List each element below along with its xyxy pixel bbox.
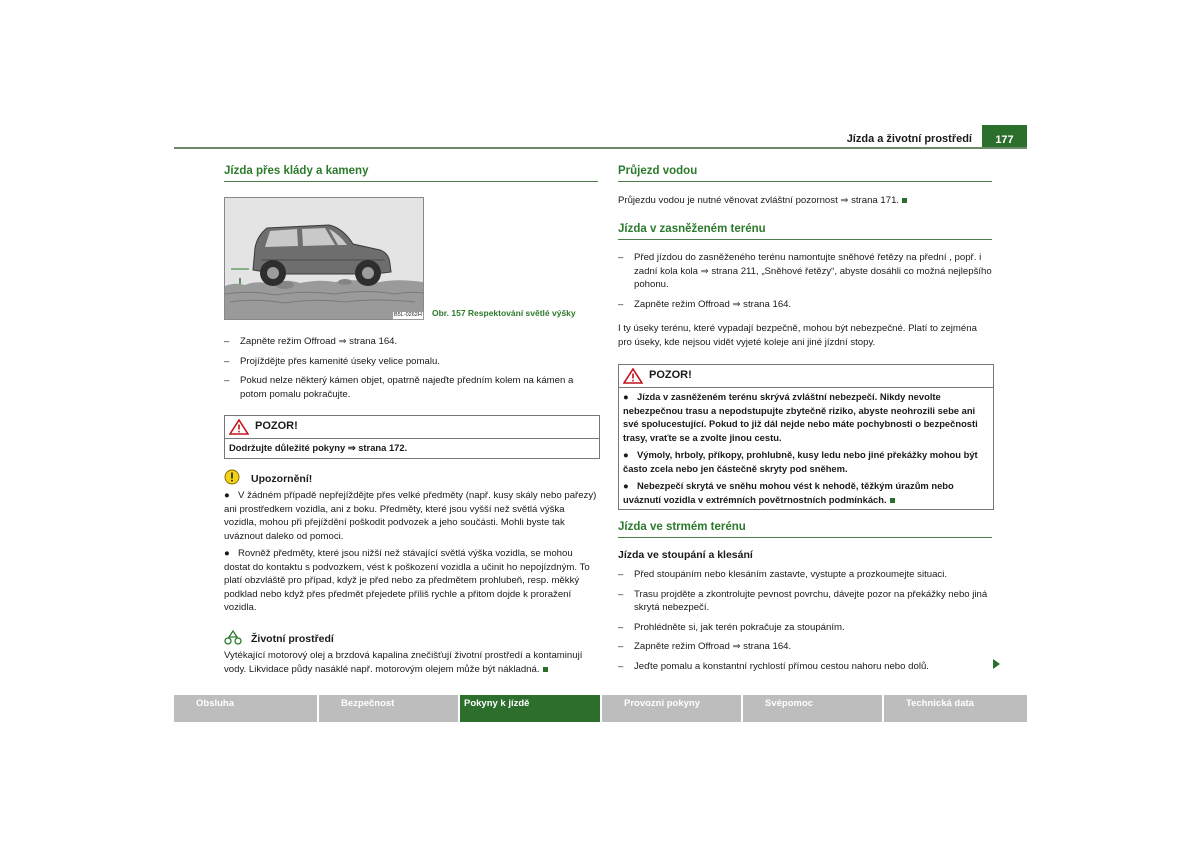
steps-list-steep xyxy=(618,568,992,679)
list-item: – Zapněte režim Offroad ⇒ strana 164. xyxy=(618,640,992,654)
environment-title: Životní prostředí xyxy=(251,633,334,645)
subsection-title-slopes: Jízda ve stoupání a klesání xyxy=(618,549,753,561)
section-end-square-icon xyxy=(543,667,548,672)
figure-code: B5L-0262H xyxy=(394,312,422,318)
warning-header xyxy=(225,416,599,439)
note-section xyxy=(224,469,598,619)
warning-box-left xyxy=(224,415,600,459)
warning-triangle-icon xyxy=(229,419,249,435)
section-title-steep: Jízda ve strmém terénu xyxy=(618,521,992,538)
figure-caption: Obr. 157 Respektování světlé výšky xyxy=(432,308,576,318)
environment-section xyxy=(224,628,598,676)
environment-text: Vytékající motorový olej a brzdová kapalina znečišťují životní prostředí a kontaminují vody. Likvidace půdy nasáklé např. motorovým olejem může být nákladná. xyxy=(224,650,583,675)
warning-label: POZOR! xyxy=(255,420,298,432)
list-item: – Před jízdou do zasněženého terénu namontujte sněhové řetězy na přední , popř. i zadní kola kola ⇒ strana 211, „Sněhové řetězy“, abyste dosáhli co možná nejlepšího pohonu. xyxy=(618,251,992,292)
steps-list-logs xyxy=(224,335,598,407)
header-rule xyxy=(174,147,1027,149)
warning-box-right xyxy=(618,364,994,510)
tab-bezpecnost[interactable]: Bezpečnost xyxy=(319,695,458,722)
figure-car-ground-clearance xyxy=(224,197,424,320)
snow-paragraph: I ty úseky terénu, které vypadají bezpečně, mohou být nebezpečné. Platí to zejména pro úseky, kde nejsou vidět vyjeté koleje ani jiné jízdní stopy. xyxy=(618,323,977,348)
section-title-water: Průjezd vodou xyxy=(618,165,992,182)
water-text: Průjezdu vodou je nutné věnovat zvláštní pozornost ⇒ strana 171. xyxy=(618,194,992,208)
list-item: – Jeďte pomalu a konstantní rychlostí přímou cestou nahoru nebo dolů. xyxy=(618,660,992,674)
steps-list-snow xyxy=(618,251,992,317)
list-item: ● Výmoly, hrboly, příkopy, prohlubně, kusy ledu nebo jiné překážky mohou být často zcela nebo jen částečně skryty pod sněhem. xyxy=(623,449,978,474)
tab-provozni-pokyny[interactable]: Provozní pokyny xyxy=(602,695,741,722)
warning-label: POZOR! xyxy=(649,369,692,381)
list-item: – Prohlédněte si, jak terén pokračuje za stoupáním. xyxy=(618,621,992,635)
list-item: – Zapněte režim Offroad ⇒ strana 164. xyxy=(224,335,598,349)
list-item: ● Rovněž předměty, které jsou nižší než stávající světlá výška vozidla, se mohou dostat do kontaktu s podvozkem, vést k poškození vozidla a učinit ho nepojízdným. To platí obzvláště pro případ, když je před nebo za předmětem prohlubeň, resp. měkký podklad nebo když přes předmět přejedete příliš rychle a přitom dojde k proražení vozidla. xyxy=(224,548,590,613)
list-item: – Před stoupáním nebo klesáním zastavte, vystupte a prozkoumejte situaci. xyxy=(618,568,992,582)
list-item: – Pokud nelze některý kámen objet, opatrně najeďte předním kolem na kámen a potom pomalu pokračujte. xyxy=(224,374,598,401)
warning-text: Dodržujte důležité pokyny ⇒ strana 172. xyxy=(229,442,408,453)
section-title-snow: Jízda v zasněženém terénu xyxy=(618,223,992,240)
list-item: – Trasu projděte a zkontrolujte pevnost povrchu, dávejte pozor na překážky nebo jiná skrytá nebezpečí. xyxy=(618,588,992,615)
list-item: ● Nebezpečí skrytá ve sněhu mohou vést k nehodě, těžkým úrazům nebo uváznutí vozidla v extrémních povětrnostních podmínkách. xyxy=(623,480,954,505)
section-title-logs-stones: Jízda přes klády a kameny xyxy=(224,165,598,182)
tab-pokyny-k-jizde[interactable]: Pokyny k jízdě xyxy=(460,695,600,722)
tab-technicka-data[interactable]: Technická data xyxy=(884,695,1027,722)
running-header-title: Jízda a životní prostředí xyxy=(846,133,972,145)
list-item: ● V žádném případě nepřejíždějte přes velké předměty (např. kusy skály nebo pařezy) ani prostředkem vozidla, ani z boku. Předměty, které jsou vyšší než světlá výška vozidla, mohou při přejíždění poškodit podvozek a jeho součásti. Mohli byste tak uváznout daleko od pomoci. xyxy=(224,490,597,542)
page-number: 177 xyxy=(982,125,1027,149)
environment-header xyxy=(224,628,598,649)
note-header xyxy=(224,469,598,489)
environment-recycle-icon xyxy=(224,629,242,645)
car-on-rocks-illustration xyxy=(225,198,423,319)
list-item: – Zapněte režim Offroad ⇒ strana 164. xyxy=(618,298,992,312)
tab-obsluha[interactable]: Obsluha xyxy=(174,695,317,722)
warning-body xyxy=(619,388,993,509)
section-end-square-icon xyxy=(902,198,907,203)
warning-triangle-icon xyxy=(623,368,643,384)
caution-circle-icon xyxy=(224,469,240,485)
tab-svepomoc[interactable]: Svépomoc xyxy=(743,695,882,722)
list-item: – Projíždějte přes kamenité úseky velice pomalu. xyxy=(224,355,598,369)
warning-header xyxy=(619,365,993,388)
note-title: Upozornění! xyxy=(251,473,313,485)
section-end-square-icon xyxy=(890,498,895,503)
next-page-arrow-icon[interactable] xyxy=(993,659,1000,669)
list-item: ● Jízda v zasněženém terénu skrývá zvláštní nebezpečí. Nikdy nevolte nebezpečnou trasu a nepodstupujte zbytečně riziko, abyste neohrozili sebe ani své spolucestující. Pokud to již dál nejde nebo máte pochybnosti o bezpečnosti trasy, vraťte se a zvolte jinou cestu. xyxy=(623,391,978,443)
